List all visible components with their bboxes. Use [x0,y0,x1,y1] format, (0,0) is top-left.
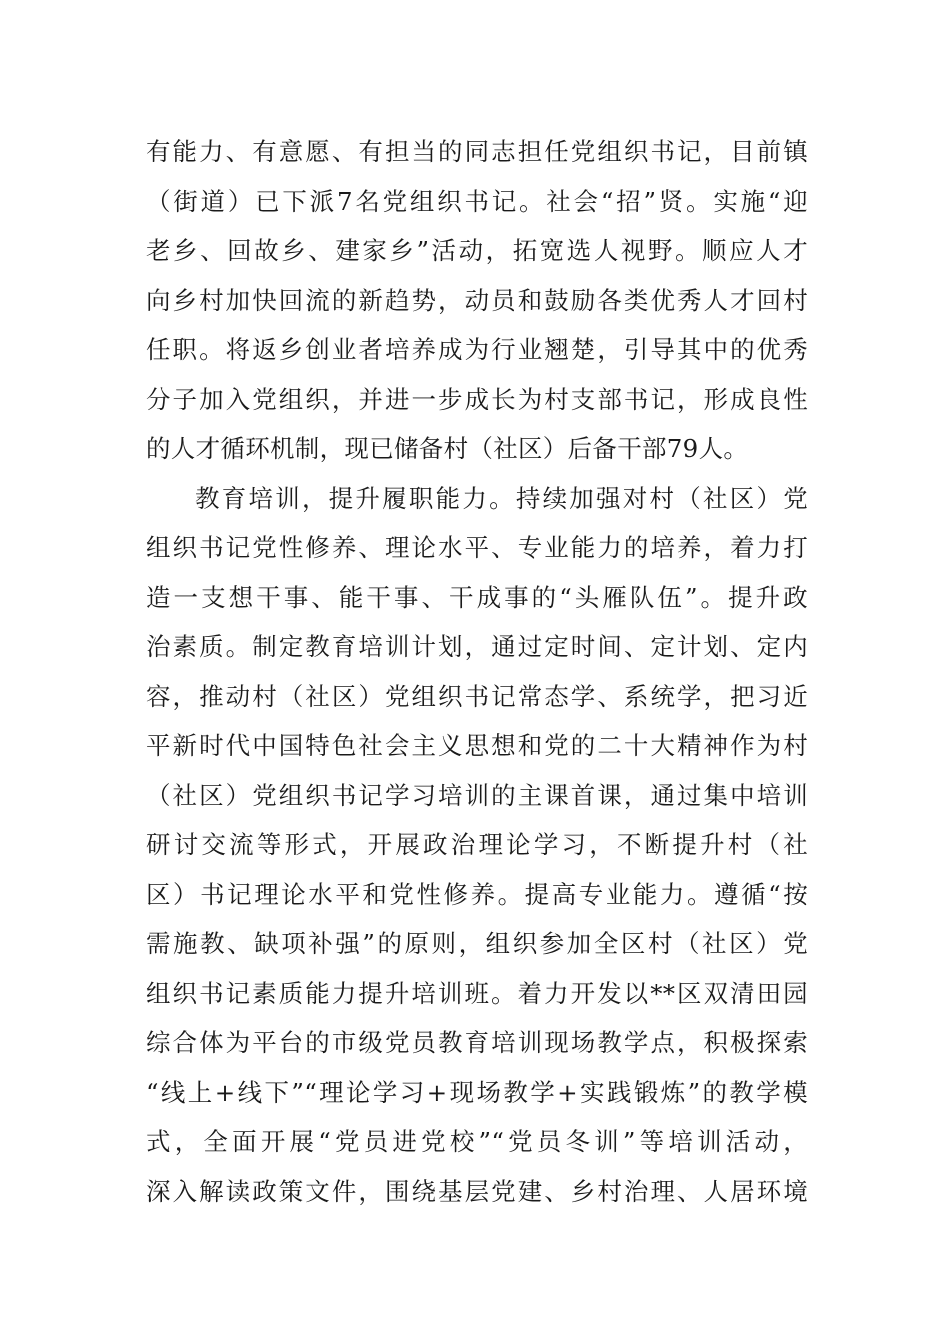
text-line: 有能力、有意愿、有担当的同志担任党组织书记，目前镇 [146,137,808,166]
text-line: 组织书记素质能力提升培训班。着力开发以**区双清田园 [146,978,808,1008]
text-line: （社区）党组织书记学习培训的主课首课，通过集中培训 [146,780,808,810]
text-line: 综合体为平台的市级党员教育培训现场教学点，积极探索 [146,1028,808,1057]
text-line: 区）书记理论水平和党性修养。提高专业能力。遵循“按 [146,879,808,909]
text-line: 组织书记党性修养、理论水平、专业能力的培养，着力打 [146,533,808,562]
text-line: 向乡村加快回流的新趋势，动员和鼓励各类优秀人才回村 [146,285,808,315]
text-line: 平新时代中国特色社会主义思想和党的二十大精神作为村 [146,731,808,760]
paragraph-end-line: 的人才循环机制，现已储备村（社区）后备干部79人。 [146,434,749,463]
text-line: 老乡、回故乡、建家乡”活动，拓宽选人视野。顺应人才 [146,236,808,265]
text-line: （街道）已下派7名党组织书记。社会“招”贤。实施“迎 [146,186,808,216]
text-line: 分子加入党组织，并进一步成长为村支部书记，形成良性 [146,384,808,414]
text-line: 式，全面开展“党员进党校”“党员冬训”等培训活动， [146,1127,808,1156]
document-page [146,127,808,1216]
text-line: “线上+线下”“理论学习+现场教学+实践锻炼”的教学模 [146,1077,808,1107]
text-line: 需施教、缺项补强”的原则，组织参加全区村（社区）党 [146,929,808,958]
paragraph-start-line: 教育培训，提升履职能力。持续加强对村（社区）党 [195,483,808,513]
text-line: 研讨交流等形式，开展政治理论学习，不断提升村（社 [146,830,808,859]
text-line: 治素质。制定教育培训计划，通过定时间、定计划、定内 [146,632,808,661]
text-line: 深入解读政策文件，围绕基层党建、乡村治理、人居环境 [146,1176,808,1206]
text-line: 容，推动村（社区）党组织书记常态学、系统学，把习近 [146,681,808,711]
text-line: 任职。将返乡创业者培养成为行业翘楚，引导其中的优秀 [146,335,808,364]
text-line: 造一支想干事、能干事、干成事的“头雁队伍”。提升政 [146,582,808,612]
